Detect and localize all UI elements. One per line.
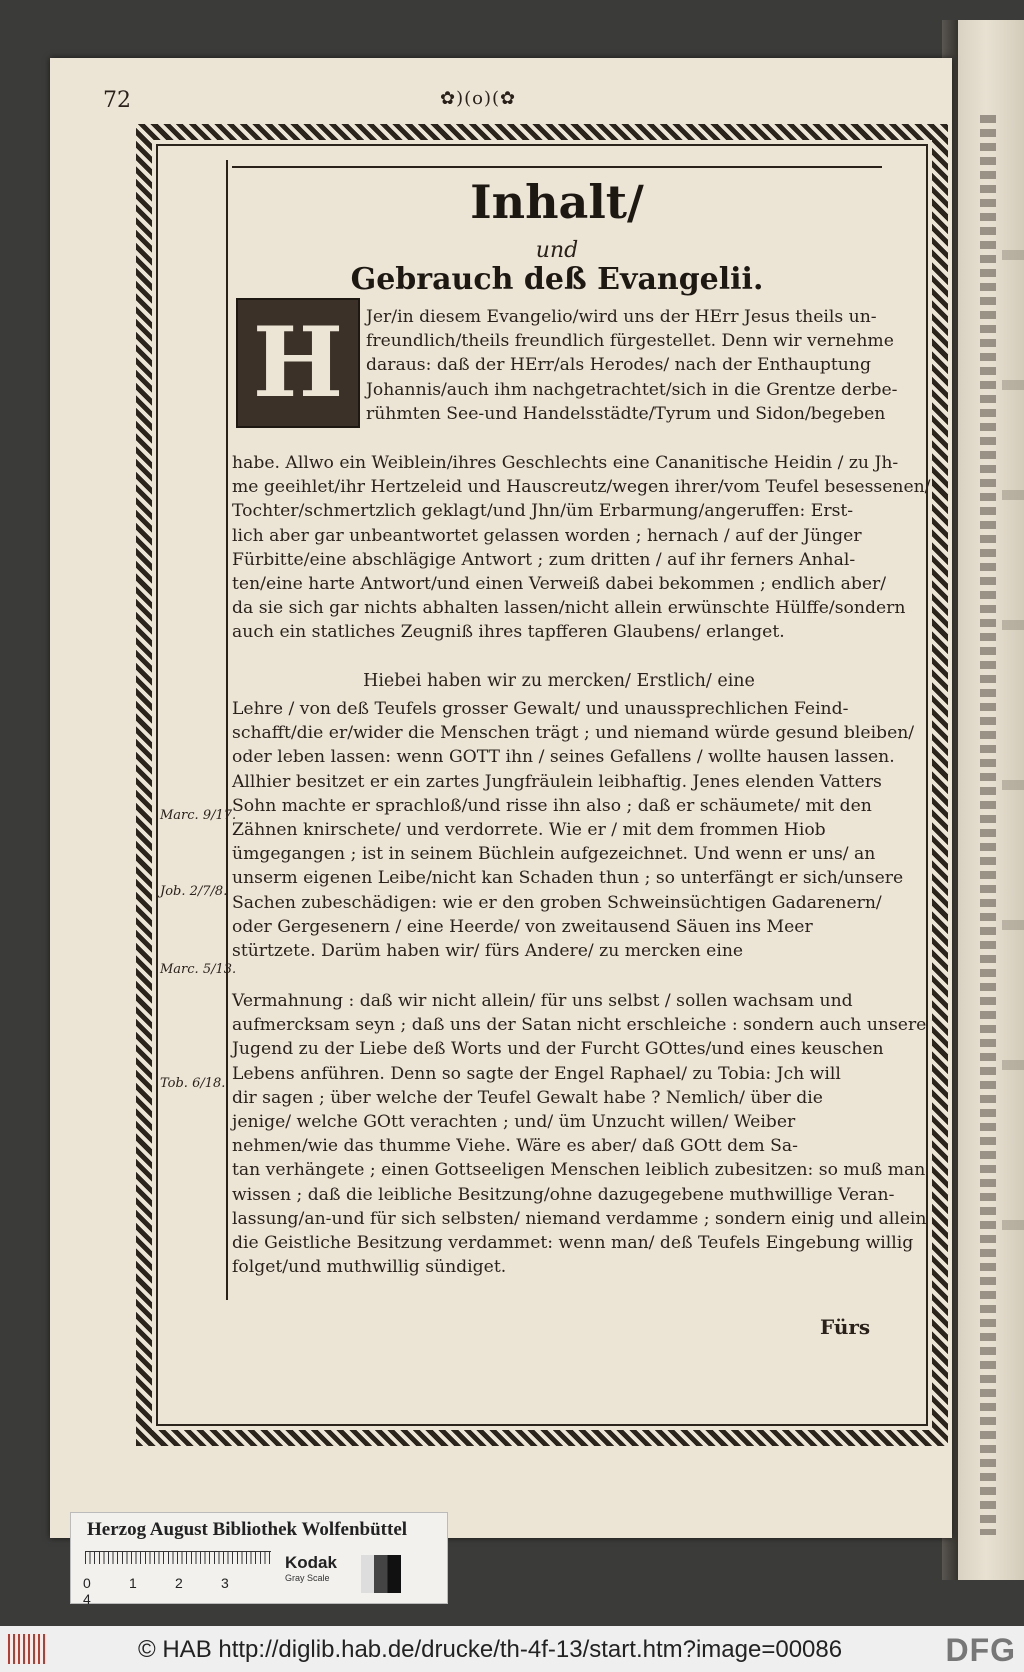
ruler-number: 4 xyxy=(83,1591,91,1607)
page-subtitle: Gebrauch deß Evangelii. xyxy=(350,262,764,297)
text-line: daraus: daß der HErr/als Herodes/ nach der Enthauptung xyxy=(366,355,871,376)
text-line: da sie sich gar nichts abhalten lassen/nicht allein erwünschte Hülffe/sondern xyxy=(232,598,906,619)
text-line: lassung/an-und für sich selbsten/ niemand verdamme ; sondern einig und allein xyxy=(232,1208,927,1229)
page-title: Inhalt/ xyxy=(470,175,644,229)
paragraph-3 xyxy=(232,989,927,1279)
text-line: Jugend zu der Liebe deß Worts und der Furcht GOttes/und eines keuschen xyxy=(232,1039,884,1060)
text-line: Lebens anführen. Denn so sagte der Engel Raphael/ zu Tobia: Jch will xyxy=(232,1063,841,1084)
text-line: jenige/ welche GOtt verachten ; und/ üm Unzucht willen/ Weiber xyxy=(232,1112,796,1133)
text-line: auch ein statliches Zeugniß ihres tapfferen Glaubens/ erlanget. xyxy=(232,622,785,643)
next-page-edge xyxy=(958,20,1024,1580)
text-line: wissen ; daß die leibliche Besitzung/ohne dazugegebene muthwillige Veran- xyxy=(232,1184,895,1205)
library-color-chart xyxy=(70,1512,448,1607)
text-line: Fürbitte/eine abschlägige Antwort ; zum dritten / auf ihr ferners Anhal- xyxy=(232,549,856,570)
text-line: stürtzete. Darüm haben wir/ fürs Andere/ zu mercken eine xyxy=(232,941,744,962)
ruler-number: 3 xyxy=(221,1575,229,1591)
catchword: Fürs xyxy=(820,1315,871,1339)
scale-ruler xyxy=(85,1551,271,1574)
text-line: oder Gergesenern / eine Heerde/ von zweitausend Säuen ins Meer xyxy=(232,916,813,937)
decorated-initial: H xyxy=(236,298,360,428)
ruler-number: 1 xyxy=(129,1575,137,1591)
ruler-number: 0 xyxy=(83,1575,91,1591)
kodak-brand: Kodak xyxy=(285,1553,337,1572)
text-line: Zähnen knirschete/ und verdorrete. Wie er / mit dem frommen Hiob xyxy=(232,820,826,841)
section-heading: Hiebei haben wir zu mercken/ Erstlich/ eine xyxy=(363,671,755,691)
text-line: Sachen zubeschädigen: wie er den groben Schweinsüchtigen Gadarenern/ xyxy=(232,892,882,913)
text-line: Tochter/schmertzlich geklagt/und Jhn/üm Erbarmung/angeruffen: Erst- xyxy=(232,501,854,522)
text-line: nehmen/wie das thumme Viehe. Wäre es aber/ daß GOtt dem Sa- xyxy=(232,1136,798,1157)
footer-bar xyxy=(0,1626,1024,1672)
library-name: Herzog August Bibliothek Wolfenbüttel xyxy=(87,1519,408,1540)
margin-note: Marc. 5/13. xyxy=(160,962,237,977)
header-ornament: ✿)(o)(✿ xyxy=(440,88,517,109)
paragraph-1-continued xyxy=(232,451,931,645)
text-line: aufmercksam seyn ; daß uns der Satan nicht erschleiche : sondern auch unsere xyxy=(232,1015,927,1036)
paragraph-1 xyxy=(366,305,898,426)
text-line: Allhier besitzet er ein zartes Jungfräulein leibhaftig. Jenes elenden Vatters xyxy=(232,771,882,792)
ruler-number: 2 xyxy=(175,1575,183,1591)
margin-note: Tob. 6/18. xyxy=(160,1076,226,1091)
text-line: dir sagen ; über welche der Teufel Gewalt habe ? Nemlich/ über die xyxy=(232,1087,823,1108)
text-line: ümgegangen ; ist in seinem Büchlein aufgezeichnet. Und wenn er uns/ an xyxy=(232,844,876,865)
text-line: die Geistliche Besitzung verdammet: wenn man/ deß Teufels Eingebung willig xyxy=(232,1233,914,1254)
gray-scale-label: Gray Scale xyxy=(285,1573,330,1583)
text-line: tan verhängete ; einen Gottseeligen Menschen leiblich zubesitzen: so muß man xyxy=(232,1160,926,1181)
ruler-numbers xyxy=(83,1575,283,1607)
margin-note: Job. 2/7/8. xyxy=(160,884,228,899)
text-line: Jer/in diesem Evangelio/wird uns der HErr Jesus theils un- xyxy=(366,307,877,327)
text-line: Vermahnung : daß wir nicht allein/ für uns selbst / sollen wachsam und xyxy=(232,991,853,1011)
text-line: ten/eine harte Antwort/und einen Verweiß dabei bekommen ; endlich aber/ xyxy=(232,574,887,595)
text-line: lich aber gar unbeantwortet gelassen worden ; hernach / auf der Jünger xyxy=(232,525,862,546)
margin-note: Marc. 9/17. xyxy=(160,808,237,823)
paragraph-2 xyxy=(232,697,915,963)
text-line: Sohn machte er sprachloß/und risse ihn also ; daß er schäumete/ mit den xyxy=(232,795,872,816)
next-page-border-ornament xyxy=(980,115,996,1535)
barcode-logo-icon xyxy=(8,1634,46,1664)
gray-scale-swatch xyxy=(361,1555,401,1593)
copyright-link[interactable]: © HAB http://diglib.hab.de/drucke/th-4f-13/start.htm?image=00086 xyxy=(138,1636,843,1663)
text-line: Lehre / von deß Teufels grosser Gewalt/ und unaussprechlichen Feind- xyxy=(232,699,849,719)
text-line: folget/und muthwillig sündiget. xyxy=(232,1257,507,1278)
text-line: freundlich/theils freundlich fürgestellet. Denn wir vernehme xyxy=(366,331,894,352)
text-line: habe. Allwo ein Weiblein/ihres Geschlechts eine Cananitische Heidin / zu Jh- xyxy=(232,453,899,473)
dfg-logo: DFG xyxy=(945,1632,1016,1668)
page-number: 72 xyxy=(103,88,131,113)
text-line: unserm eigenen Leibe/nicht kan Schaden thun ; so unterfängt er sich/unsere xyxy=(232,868,904,889)
header-rule xyxy=(232,166,882,168)
title-connector: und xyxy=(535,238,579,263)
text-line: me geeihlet/ihr Hertzeleid und Hauscreutz/wegen ihrer/vom Teufel besessenen/ xyxy=(232,477,931,498)
text-line: rühmten See-und Handelsstädte/Tyrum und Sidon/begeben xyxy=(366,403,886,424)
margin-rule xyxy=(226,160,228,1300)
text-line: schafft/die er/wider die Menschen trägt ; und niemand würde gesund bleiben/ xyxy=(232,723,915,744)
text-line: Johannis/auch ihm nachgetrachtet/sich in die Grentze derbe- xyxy=(366,379,898,400)
text-line: oder leben lassen: wenn GOTT ihn / seines Gefallens / wollte hausen lassen. xyxy=(232,747,895,768)
